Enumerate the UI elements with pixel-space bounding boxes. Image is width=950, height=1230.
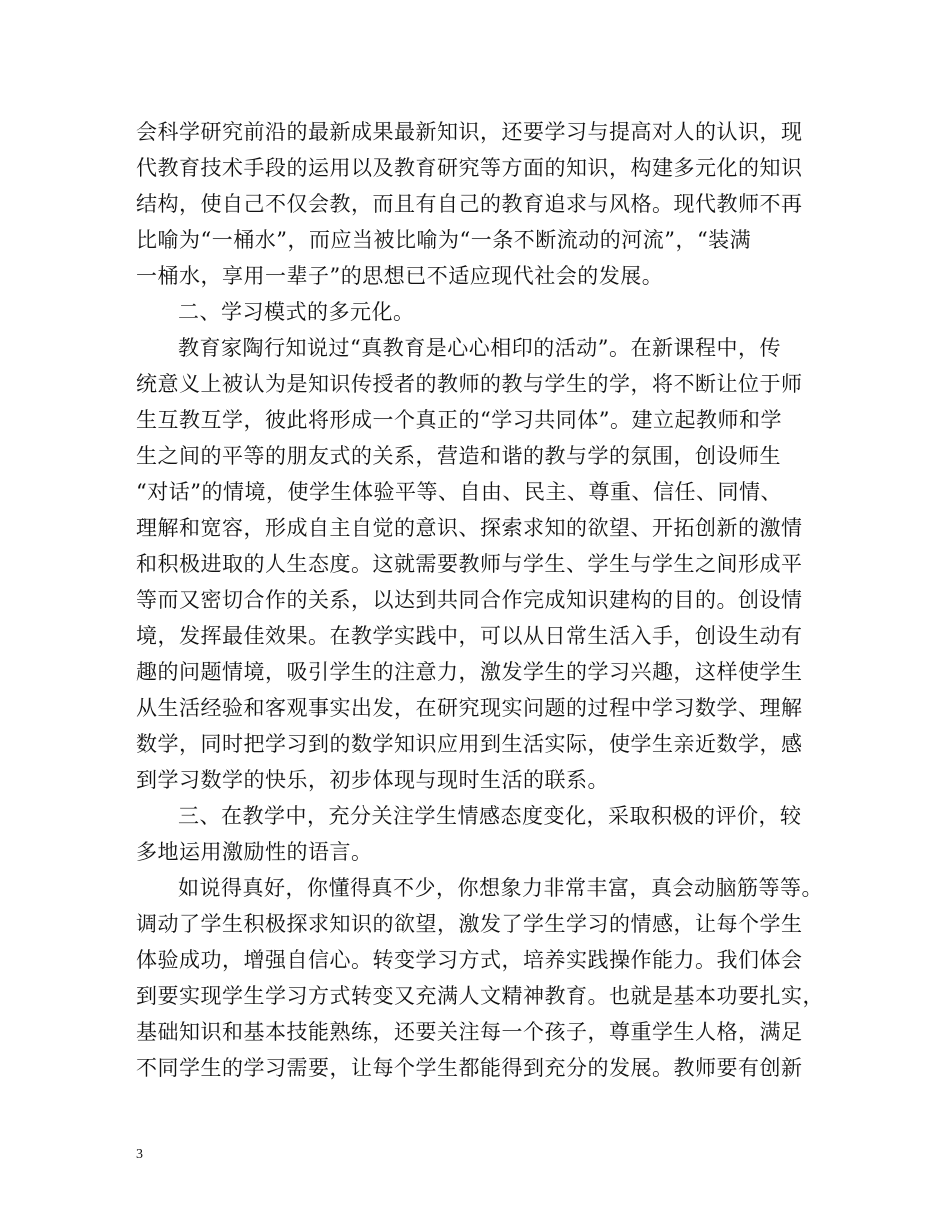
text-line: 到学习数学的快乐，初步体现与现时生活的联系。 (136, 768, 609, 792)
text-line: 到要实现学生学习方式转变又充满人文精神教育。也就是基本功要扎实， (136, 984, 824, 1008)
text-line: 等而又密切合作的关系，以达到共同合作完成知识建构的目的。创设情 (136, 588, 803, 612)
text-line: 比喻为“一桶水”，而应当被比喻为“一条不断流动的河流”，“装满 (136, 228, 752, 252)
text-line: 趣的问题情境，吸引学生的注意力，激发学生的学习兴趣，这样使学生 (136, 660, 803, 684)
text-line: 理解和宽容，形成自主自觉的意识、探索求知的欲望、开拓创新的激情 (136, 516, 803, 540)
paragraph-start: 教育家陶行知说过“真教育是心心相印的活动”。在新课程中，传 (178, 336, 781, 360)
text-line: 代教育技术手段的运用以及教育研究等方面的知识，构建多元化的知识 (136, 156, 803, 180)
paragraph-start: 如说得真好，你懂得真不少，你想象力非常丰富，真会动脑筋等等。 (178, 876, 823, 900)
text-line: 数学，同时把学习到的数学知识应用到生活实际，使学生亲近数学，感 (136, 732, 803, 756)
text-line: 和积极进取的人生态度。这就需要教师与学生、学生与学生之间形成平 (136, 552, 803, 576)
section-heading: 三、在教学中，充分关注学生情感态度变化，采取积极的评价，较 (178, 804, 802, 828)
text-line: 境，发挥最佳效果。在教学实践中，可以从日常生活入手，创设生动有 (136, 624, 803, 648)
text-line: 一桶水，享用一辈子”的思想已不适应现代社会的发展。 (136, 264, 664, 288)
text-line: 基础知识和基本技能熟练，还要关注每一个孩子，尊重学生人格，满足 (136, 1020, 803, 1044)
text-line: 生之间的平等的朋友式的关系，营造和谐的教与学的氛围，创设师生 (136, 444, 781, 468)
text-line: 生互教互学，彼此将形成一个真正的“学习共同体”。建立起教师和学 (136, 408, 782, 432)
text-line: 统意义上被认为是知识传授者的教师的教与学生的学，将不断让位于师 (136, 372, 803, 396)
text-line: 从生活经验和客观事实出发，在研究现实问题的过程中学习数学、理解 (136, 696, 803, 720)
section-heading: 二、学习模式的多元化。 (178, 300, 415, 324)
text-line: 体验成功，增强自信心。转变学习方式，培养实践操作能力。我们体会 (136, 948, 803, 972)
text-line: 调动了学生积极探求知识的欲望，激发了学生学习的情感，让每个学生 (136, 912, 803, 936)
text-line: “对话”的情境，使学生体验平等、自由、民主、尊重、信任、同情、 (136, 480, 782, 504)
text-line: 结构，使自己不仅会教，而且有自己的教育追求与风格。现代教师不再 (136, 192, 803, 216)
text-line: 会科学研究前沿的最新成果最新知识，还要学习与提高对人的认识，现 (136, 120, 803, 144)
page-number: 3 (136, 1147, 143, 1162)
text-line: 不同学生的学习需要，让每个学生都能得到充分的发展。教师要有创新 (136, 1056, 803, 1080)
text-line: 多地运用激励性的语言。 (136, 840, 373, 864)
